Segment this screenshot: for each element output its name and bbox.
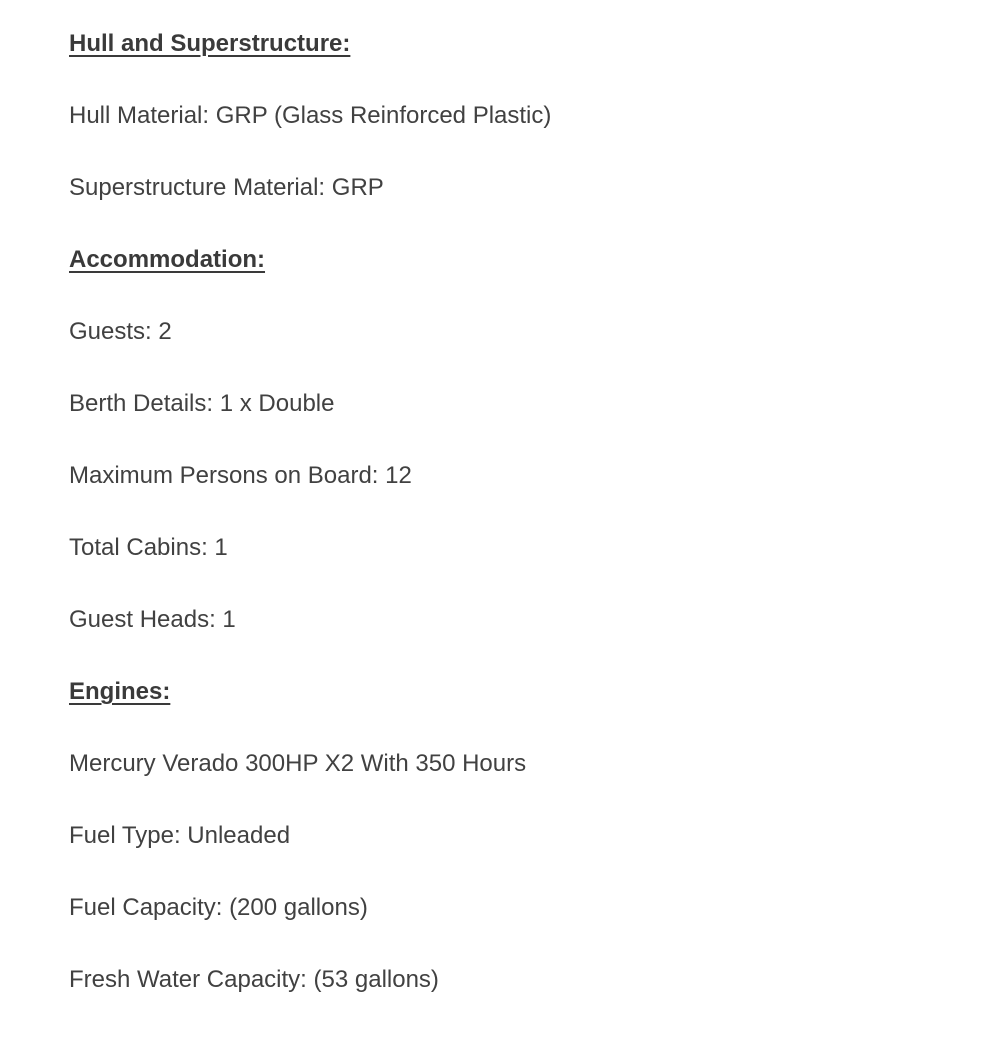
spec-line-max-persons: Maximum Persons on Board: 12: [69, 462, 412, 489]
spec-line-guest-heads: Guest Heads: 1: [69, 606, 236, 633]
section-engines: [69, 674, 954, 997]
spec-line-guests: Guests: 2: [69, 318, 172, 345]
section-hull-and-superstructure: [69, 26, 954, 205]
spec-line-superstructure-material: Superstructure Material: GRP: [69, 174, 384, 201]
section-heading: Accommodation:: [69, 246, 266, 273]
section-accommodation: [69, 242, 954, 637]
spec-line-engine-model: Mercury Verado 300HP X2 With 350 Hours: [69, 750, 527, 777]
section-heading: Engines:: [69, 678, 171, 705]
spec-line-hull-material: Hull Material: GRP (Glass Reinforced Plastic): [69, 102, 552, 129]
section-heading: Hull and Superstructure:: [69, 30, 351, 57]
spec-line-fuel-capacity: Fuel Capacity: (200 gallons): [69, 894, 368, 921]
spec-line-fuel-type: Fuel Type: Unleaded: [69, 822, 291, 849]
spec-line-berth-details: Berth Details: 1 x Double: [69, 390, 335, 417]
spec-line-total-cabins: Total Cabins: 1: [69, 534, 228, 561]
spec-line-fresh-water-capacity: Fresh Water Capacity: (53 gallons): [69, 966, 439, 993]
